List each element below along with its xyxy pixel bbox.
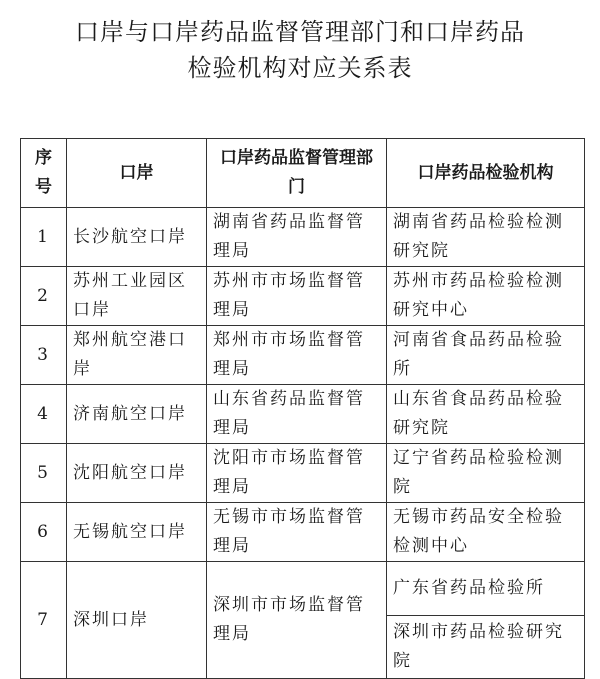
table-row <box>21 444 585 503</box>
table-row <box>21 385 585 444</box>
cell-lab: 无锡市药品安全检验检测中心 <box>387 503 585 562</box>
cell-port: 长沙航空口岸 <box>67 208 207 267</box>
title-line-1: 口岸与口岸药品监督管理部门和口岸药品 <box>75 18 525 46</box>
cell-dept: 苏州市市场监督管理局 <box>207 267 387 326</box>
cell-serial: 5 <box>21 444 67 503</box>
cell-lab: 辽宁省药品检验检测院 <box>387 444 585 503</box>
cell-dept: 山东省药品监督管理局 <box>207 385 387 444</box>
cell-port: 济南航空口岸 <box>67 385 207 444</box>
cell-dept: 郑州市市场监督管理局 <box>207 326 387 385</box>
header-serial: 序号 <box>21 139 67 208</box>
cell-dept: 沈阳市市场监督管理局 <box>207 444 387 503</box>
cell-lab: 深圳市药品检验研究院 <box>387 616 585 679</box>
table-header-row <box>21 139 585 208</box>
table-row <box>21 208 585 267</box>
cell-serial: 4 <box>21 385 67 444</box>
cell-serial: 6 <box>21 503 67 562</box>
cell-dept: 深圳市市场监督管理局 <box>207 562 387 679</box>
cell-port: 深圳口岸 <box>67 562 207 679</box>
cell-port: 苏州工业园区口岸 <box>67 267 207 326</box>
cell-port: 沈阳航空口岸 <box>67 444 207 503</box>
header-lab: 口岸药品检验机构 <box>387 139 585 208</box>
correspondence-table <box>20 138 585 679</box>
cell-port: 郑州航空港口岸 <box>67 326 207 385</box>
table-row <box>21 503 585 562</box>
cell-lab: 湖南省药品检验检测研究院 <box>387 208 585 267</box>
cell-lab: 河南省食品药品检验所 <box>387 326 585 385</box>
header-dept: 口岸药品监督管理部门 <box>207 139 387 208</box>
cell-dept: 湖南省药品监督管理局 <box>207 208 387 267</box>
cell-serial: 2 <box>21 267 67 326</box>
cell-lab: 广东省药品检验所 <box>387 562 585 616</box>
cell-serial: 1 <box>21 208 67 267</box>
cell-lab: 苏州市药品检验检测研究中心 <box>387 267 585 326</box>
cell-port: 无锡航空口岸 <box>67 503 207 562</box>
cell-serial: 3 <box>21 326 67 385</box>
table-row <box>21 562 585 616</box>
cell-dept: 无锡市市场监督管理局 <box>207 503 387 562</box>
table-row <box>21 267 585 326</box>
cell-serial: 7 <box>21 562 67 679</box>
title-line-2: 检验机构对应关系表 <box>187 54 413 82</box>
document-title <box>0 14 600 86</box>
table-row <box>21 326 585 385</box>
cell-lab: 山东省食品药品检验研究院 <box>387 385 585 444</box>
header-port: 口岸 <box>67 139 207 208</box>
